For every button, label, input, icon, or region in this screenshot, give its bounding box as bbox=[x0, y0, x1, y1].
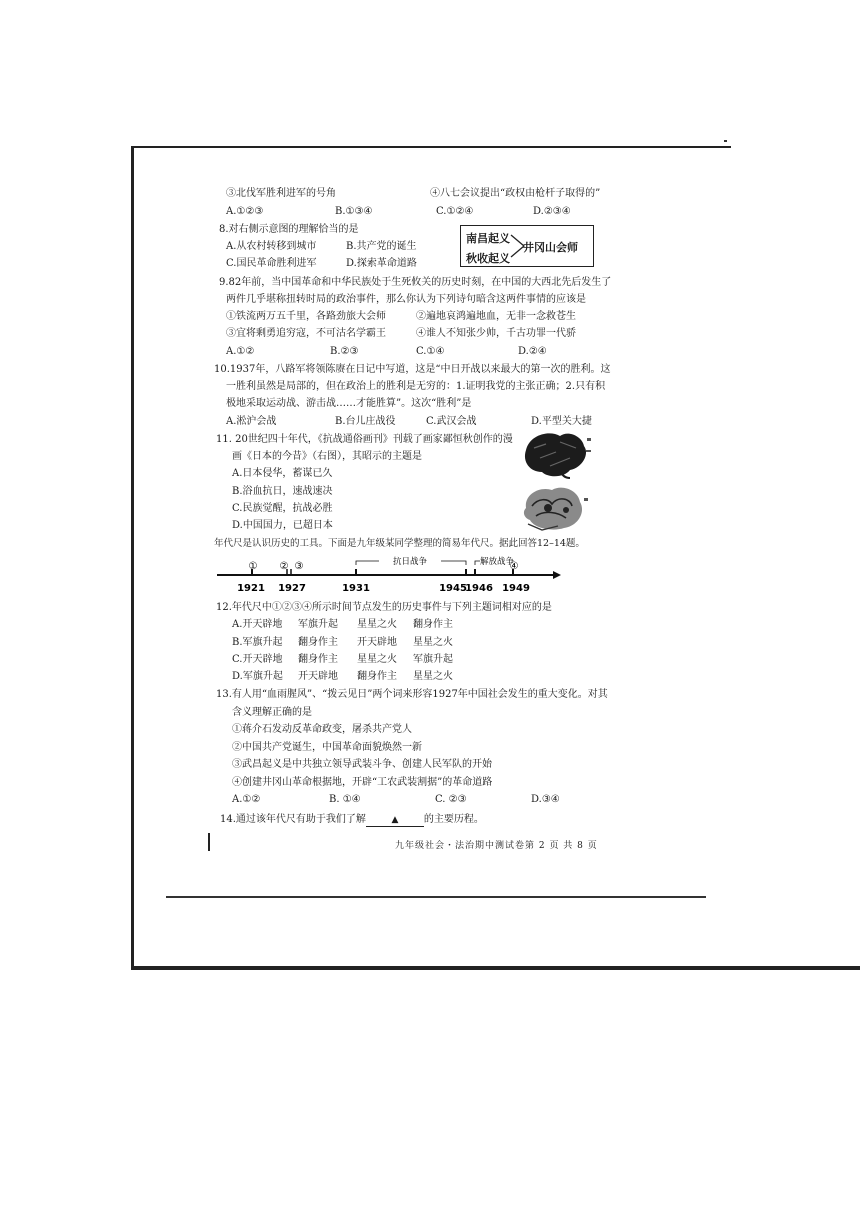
q10-stem-line-3: 极地采取运动战、游击战……才能胜算”。这次“胜利”是 bbox=[226, 398, 472, 409]
q12-c-term-2: 翻身作主 bbox=[298, 654, 338, 665]
q11-option-a[interactable]: A.日本侵华，蓄谋已久 bbox=[232, 468, 333, 479]
q13-option-d[interactable]: D.③④ bbox=[531, 794, 560, 805]
q8-option-b[interactable]: B.共产党的诞生 bbox=[346, 241, 417, 252]
war2-label: 解放战争 bbox=[479, 557, 515, 567]
page-margin-mark bbox=[208, 833, 210, 851]
q12-b-term-2: 翻身作主 bbox=[298, 637, 338, 648]
q10-option-a[interactable]: A.淞沪会战 bbox=[226, 416, 277, 427]
q12-option-a[interactable]: A.开天辟地 bbox=[232, 619, 283, 630]
q10-option-d[interactable]: D.平型关大捷 bbox=[531, 416, 592, 427]
q9-option-a[interactable]: A.①② bbox=[226, 346, 255, 357]
q12-a-term-4: 翻身作主 bbox=[413, 619, 453, 630]
q12-d-term-3: 翻身作主 bbox=[357, 671, 397, 682]
q10-stem-line-1: 10.1937年，八路军将领陈赓在日记中写道，这是“中日开战以来最大的第一次的胜利。这 bbox=[214, 364, 611, 375]
q13-item-2: ②中国共产党诞生，中国革命面貌焕然一新 bbox=[232, 742, 422, 753]
q10-option-c[interactable]: C.武汉会战 bbox=[426, 416, 477, 427]
q12-c-term-4: 军旗升起 bbox=[413, 654, 453, 665]
q14-answer-blank[interactable] bbox=[366, 814, 424, 827]
q7-option-a[interactable]: A.①②③ bbox=[226, 206, 264, 217]
q7-option-b[interactable]: B.①③④ bbox=[335, 206, 373, 217]
q12-d-term-2: 开天辟地 bbox=[298, 671, 338, 682]
q12-option-b[interactable]: B.军旗升起 bbox=[232, 637, 283, 648]
q9-stem-line-1: 9.82年前，当中国革命和中华民族处于生死攸关的历史时刻，在中国的大西北先后发生了 bbox=[219, 277, 612, 288]
page-bottom-rule bbox=[166, 896, 706, 898]
war1-label: 抗日战争 bbox=[392, 557, 428, 567]
q9-item-2: ②遍地哀鸿遍地血，无非一念救苍生 bbox=[416, 311, 576, 322]
q12-option-d[interactable]: D.军旗升起 bbox=[232, 671, 283, 682]
diagram-label-nanchang: 南昌起义 bbox=[466, 232, 510, 245]
page-footer: 九年级社会・法治期中测试卷第 2 页 共 8 页 bbox=[395, 841, 598, 851]
q11-stem-line-1: 11. 20世纪四十年代，《抗战通俗画刊》刊载了画家鄙恒秋创作的漫 bbox=[216, 434, 513, 445]
q8-option-c[interactable]: C.国民革命胜利进军 bbox=[226, 258, 317, 269]
q13-option-b[interactable]: B. ①④ bbox=[329, 794, 361, 805]
q7-option-c[interactable]: C.①②④ bbox=[436, 206, 474, 217]
scan-frame-bottom bbox=[131, 966, 860, 970]
q12-option-c[interactable]: C.开天辟地 bbox=[232, 654, 283, 665]
q14-stem-before: 14.通过该年代尺有助于我们了解 bbox=[220, 814, 366, 825]
q13-item-1: ①蒋介石发动反革命政变，屠杀共产党人 bbox=[232, 724, 412, 735]
q10-option-b[interactable]: B.台儿庄战役 bbox=[335, 416, 396, 427]
q12-a-term-3: 星星之火 bbox=[357, 619, 397, 630]
q10-stem-line-2: 一胜利虽然是局部的，但在政治上的胜利是无穷的：1.证明我党的主张正确；2.只有积 bbox=[226, 381, 606, 392]
q12-a-term-2: 军旗升起 bbox=[298, 619, 338, 630]
timeline-intro: 年代尺是认识历史的工具。下面是九年级某同学整理的简易年代尺。据此回答12–14题。 bbox=[214, 538, 585, 549]
year-1921: 1921 bbox=[237, 583, 265, 594]
q13-option-c[interactable]: C. ②③ bbox=[435, 794, 467, 805]
q7-item-3: ③北伐军胜利进军的号角 bbox=[226, 188, 336, 199]
q9-item-4: ④谁人不知张少帅，千古功罪一代骄 bbox=[416, 328, 576, 339]
q12-c-term-3: 星星之火 bbox=[357, 654, 397, 665]
q9-item-1: ①铁流两万五千里，各路劲旅大会师 bbox=[226, 311, 386, 322]
q11-stem-line-2: 画《日本的今昔》（右图），其昭示的主题是 bbox=[232, 451, 422, 462]
q8-stem: 8.对右侧示意图的理解恰当的是 bbox=[219, 224, 359, 235]
q12-b-term-3: 开天辟地 bbox=[357, 637, 397, 648]
marker-4: ④ bbox=[509, 561, 519, 572]
cartoon-top-image bbox=[520, 428, 592, 480]
q8-diagram bbox=[460, 225, 594, 267]
q9-stem-line-2: 两件几乎堪称扭转时局的政治事件，那么你认为下列诗句暗含这两件事情的应该是 bbox=[226, 294, 586, 305]
q8-option-a[interactable]: A.从农村转移到城市 bbox=[226, 241, 317, 252]
q7-item-4: ④八七会议提出“政权由枪杆子取得的” bbox=[430, 188, 601, 199]
q9-item-3: ③宜将剩勇追穷寇，不可沽名学霸王 bbox=[226, 328, 386, 339]
q13-stem-line-1: 13.有人用“血雨腥风”、“拨云见日”两个词来形容1927年中国社会发生的重大变化。对其 bbox=[216, 689, 608, 700]
q14-blank-triangle-icon: ▲ bbox=[391, 815, 399, 825]
q9-option-c[interactable]: C.①④ bbox=[416, 346, 445, 357]
diagram-label-jinggangshan: 井冈山会师 bbox=[523, 241, 578, 254]
q11-option-b[interactable]: B.浴血抗日，速战速决 bbox=[232, 486, 333, 497]
q7-option-d[interactable]: D.②③④ bbox=[533, 206, 571, 217]
year-1927: 1927 bbox=[278, 583, 306, 594]
q11-option-d[interactable]: D.中国国力，已超日本 bbox=[232, 520, 333, 531]
q12-d-term-4: 星星之火 bbox=[413, 671, 453, 682]
q12-stem: 12.年代尺中①②③④所示时间节点发生的历史事件与下列主题词相对应的是 bbox=[216, 602, 552, 613]
q9-option-b[interactable]: B.②③ bbox=[330, 346, 359, 357]
cartoon-bottom-image bbox=[518, 484, 590, 532]
marker-2: ② bbox=[279, 561, 289, 572]
timeline-diagram bbox=[215, 555, 565, 595]
year-1931: 1931 bbox=[342, 583, 370, 594]
q8-option-d[interactable]: D.探索革命道路 bbox=[346, 258, 417, 269]
q13-option-a[interactable]: A.①② bbox=[232, 794, 261, 805]
diagram-label-autumn-harvest: 秋收起义 bbox=[466, 252, 510, 265]
year-1949: 1949 bbox=[502, 583, 530, 594]
q13-stem-line-2: 含义理解正确的是 bbox=[232, 707, 312, 718]
q11-option-c[interactable]: C.民族觉醒，抗战必胜 bbox=[232, 503, 333, 514]
q14-stem bbox=[220, 814, 484, 827]
q13-item-3: ③武昌起义是中共独立领导武装斗争、创建人民军队的开始 bbox=[232, 759, 492, 770]
timeline-arrowhead bbox=[553, 571, 561, 579]
marker-3: ③ bbox=[294, 561, 304, 572]
marker-1: ① bbox=[248, 561, 258, 572]
q14-stem-after: 的主要历程。 bbox=[423, 814, 484, 825]
year-1945: 1945 bbox=[439, 583, 467, 594]
q12-b-term-4: 星星之火 bbox=[413, 637, 453, 648]
scan-speck bbox=[724, 140, 727, 142]
q13-item-4: ④创建井冈山革命根据地，开辟“工农武装割据”的革命道路 bbox=[232, 777, 493, 788]
scan-frame-left bbox=[131, 146, 134, 970]
q9-option-d[interactable]: D.②④ bbox=[518, 346, 547, 357]
year-1946: 1946 bbox=[465, 583, 493, 594]
scan-frame-top bbox=[131, 146, 731, 148]
